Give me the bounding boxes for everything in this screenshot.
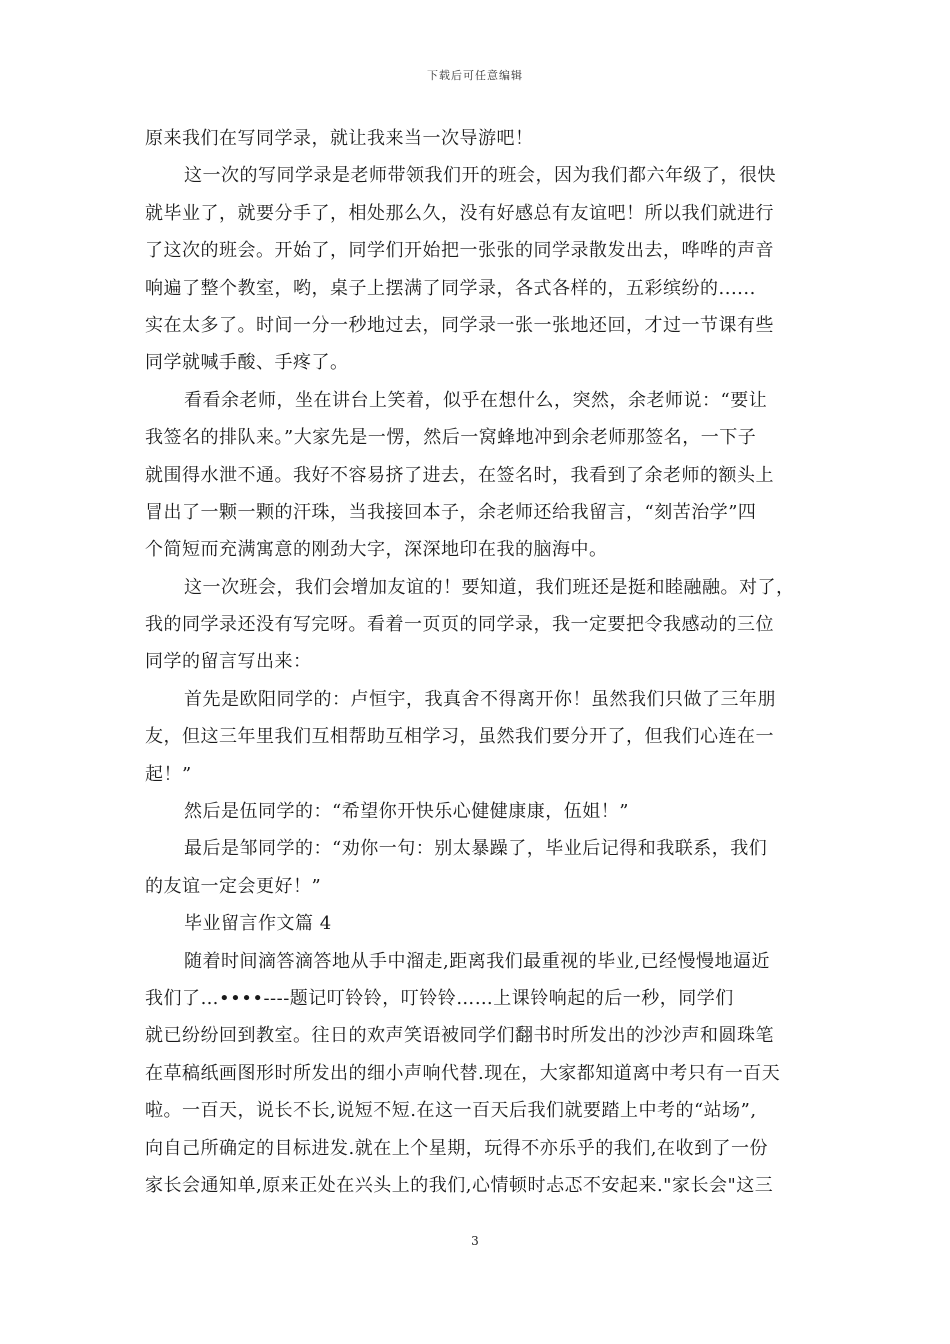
text-line: 我签名的排队来。”大家先是一愣，然后一窝蜂地冲到余老师那签名，一下子 [145,427,757,449]
text-line: 然后是伍同学的：“希望你开快乐心健健康康，伍姐！” [184,801,629,823]
text-line: 的友谊一定会更好！” [145,875,322,897]
text-line: 就毕业了，就要分手了，相处那么久，没有好感总有友谊吧！所以我们就进行 [145,202,774,224]
text-line: 起！” [145,763,192,785]
text-line: 毕业留言作文篇 4 [184,913,332,935]
text-line: 就已纷纷回到教室。往日的欢声笑语被同学们翻书时所发出的沙沙声和圆珠笔 [145,1025,774,1047]
text-line: 了这次的班会。开始了，同学们开始把一张张的同学录散发出去，哗哗的声音 [145,240,774,262]
text-line: 我的同学录还没有写完呀。看着一页页的同学录，我一定要把令我感动的三位 [145,614,774,636]
document-body [145,120,810,1204]
text-line: 随着时间滴答滴答地从手中溜走,距离我们最重视的毕业,已经慢慢地逼近 [184,950,770,972]
text-line: 同学就喊手酸、手疼了。 [145,352,349,374]
text-line: 实在太多了。时间一分一秒地过去，同学录一张一张地还回，才过一节课有些 [145,314,774,336]
text-line: 首先是欧阳同学的：卢恒宇，我真舍不得离开你！虽然我们只做了三年朋 [184,688,776,710]
text-line: 在草稿纸画图形时所发出的细小声响代替.现在，大家都知道离中考只有一百天 [145,1062,781,1084]
text-line: 友，但这三年里我们互相帮助互相学习，虽然我们要分开了，但我们心连在一 [145,726,774,748]
text-line: 看看余老师，坐在讲台上笑着，似乎在想什么，突然，余老师说：“要让 [184,389,768,411]
text-line: 个简短而充满寓意的刚劲大字，深深地印在我的脑海中。 [145,539,608,561]
page-number: 3 [471,1234,479,1248]
page-header: 下载后可任意编辑 [427,69,523,82]
text-line: 这一次班会，我们会增加友谊的！要知道，我们班还是挺和睦融融。对了， [184,576,795,598]
text-line: 冒出了一颗一颗的汗珠，当我接回本子，余老师还给我留言，“刻苦治学”四 [145,501,757,523]
text-line: 这一次的写同学录是老师带领我们开的班会，因为我们都六年级了，很快 [184,165,776,187]
text-line: 我们了…••••----题记叮铃铃，叮铃铃……上课铃响起的后一秒，同学们 [145,987,734,1009]
text-line: 响遍了整个教室，哟，桌子上摆满了同学录，各式各样的，五彩缤纷的...... [145,277,756,299]
text-line: 啦。一百天，说长不长,说短不短.在这一百天后我们就要踏上中考的“站场”, [145,1100,757,1122]
text-line: 同学的留言写出来： [145,651,312,673]
text-line: 就围得水泄不通。我好不容易挤了进去，在签名时，我看到了余老师的额头上 [145,464,774,486]
text-line: 最后是邹同学的：“劝你一句：别太暴躁了，毕业后记得和我联系，我们 [184,838,768,860]
text-line: 向自己所确定的目标进发.就在上个星期，玩得不亦乐乎的我们,在收到了一份 [145,1137,768,1159]
text-line: 原来我们在写同学录，就让我来当一次导游吧！ [145,128,534,149]
text-line: 家长会通知单,原来正处在兴头上的我们,心情顿时忐忑不安起来."家长会"这三 [145,1174,774,1196]
